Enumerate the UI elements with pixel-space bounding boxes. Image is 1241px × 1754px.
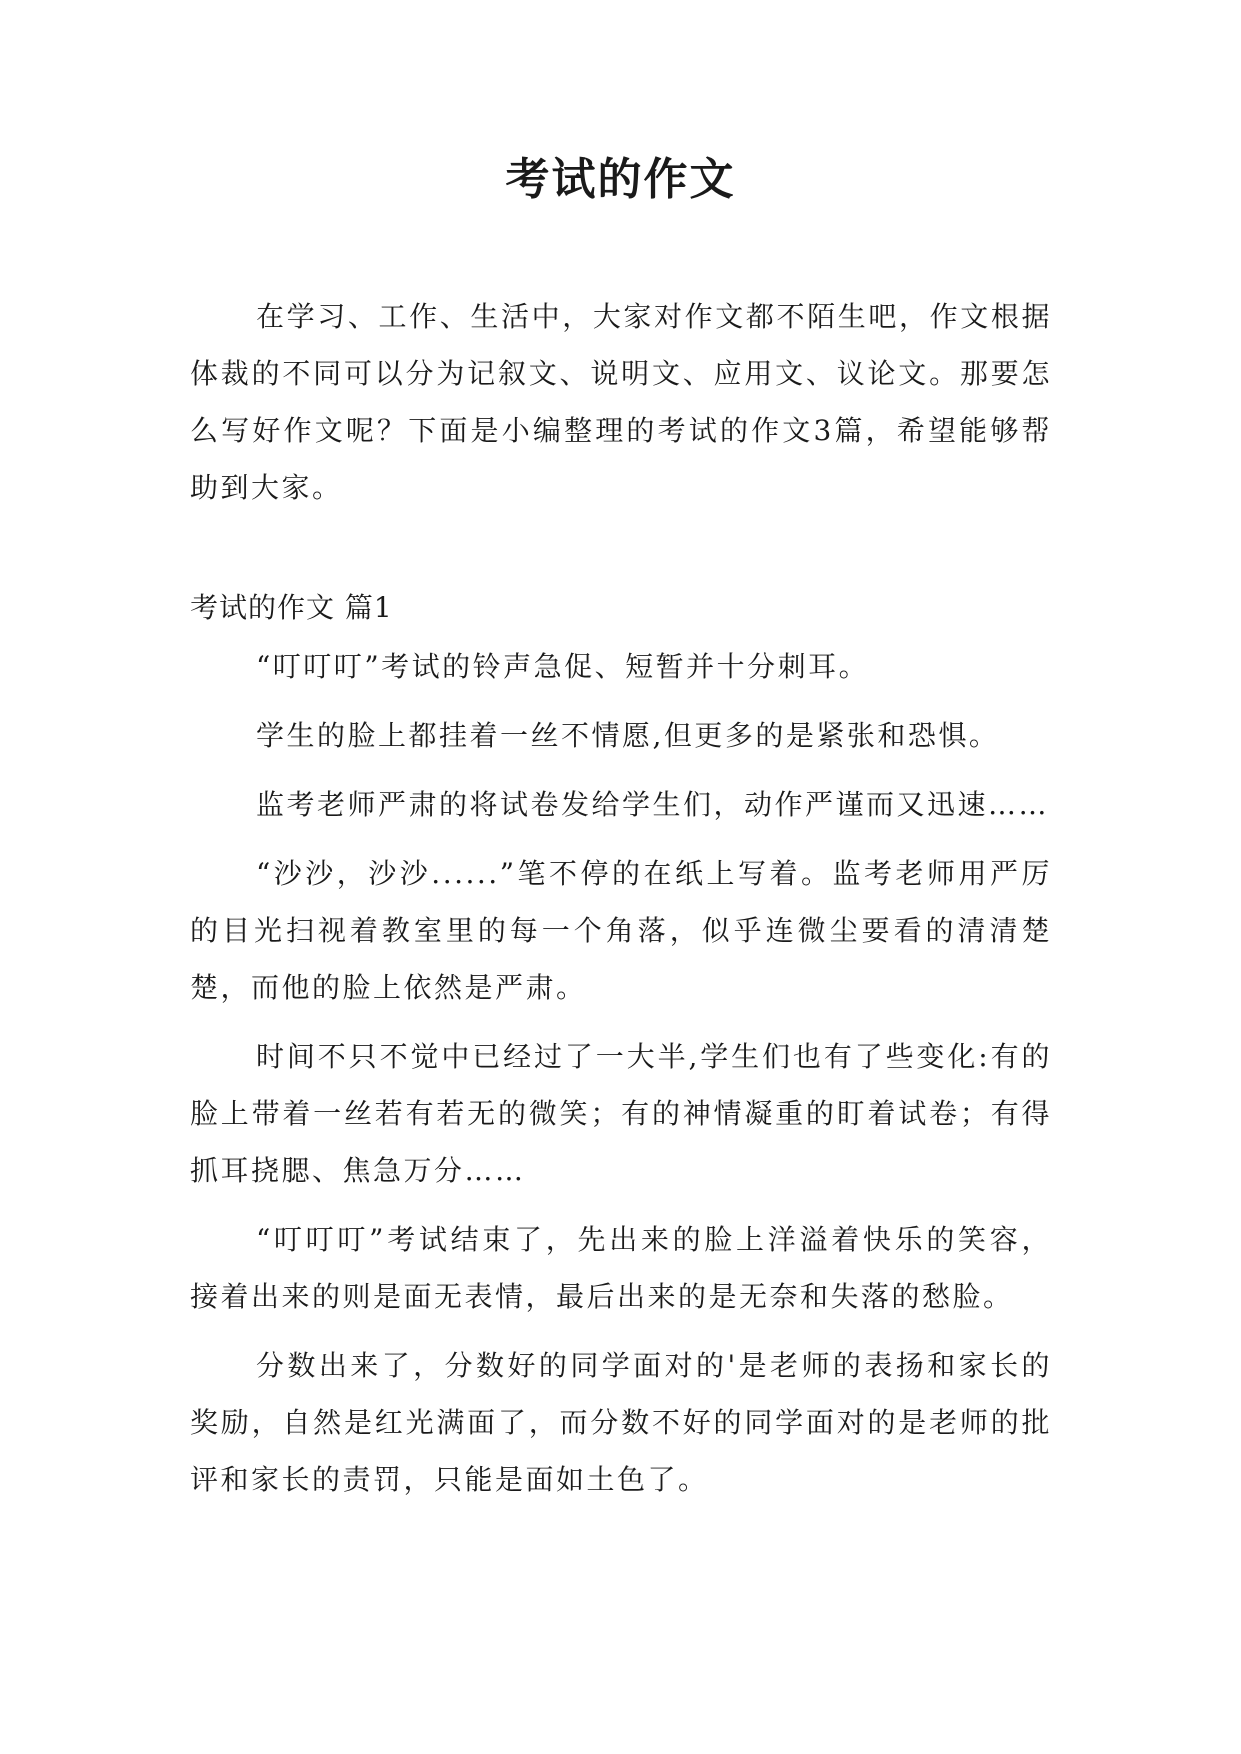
essay-paragraph: “叮叮叮”考试的铃声急促、短暂并十分刺耳。	[256, 650, 870, 683]
essay-paragraph: 分数出来了，分数好的同学面对的'是老师的表扬和家长的奖励，自然是红光满面了，而分数不好的同学面对的是老师的批评和家长的责罚，只能是面如土色了。	[190, 1349, 1052, 1496]
essay-section	[190, 578, 1052, 1520]
essay-paragraph: 监考老师严肃的将试卷发给学生们，动作严谨而又迅速……	[256, 788, 1050, 821]
essay-paragraph: 学生的脸上都挂着一丝不情愿,但更多的是紧张和恐惧。	[256, 719, 1000, 752]
essay-paragraph: “沙沙，沙沙......”笔不停的在纸上写着。监考老师用严厉的目光扫视着教室里的每一个角落，似乎连微尘要看的清清楚楚，而他的脸上依然是严肃。	[190, 857, 1052, 1004]
essay-paragraph: 时间不只不觉中已经过了一大半,学生们也有了些变化:有的脸上带着一丝若有若无的微笑；有的神情凝重的盯着试卷；有得抓耳挠腮、焦急万分……	[190, 1040, 1052, 1187]
essay-paragraph: “叮叮叮”考试结束了，先出来的脸上洋溢着快乐的笑容，接着出来的则是面无表情，最后出来的是无奈和失落的愁脸。	[190, 1223, 1052, 1313]
document-title: 考试的作文	[505, 154, 736, 205]
intro-paragraph: 在学习、工作、生活中，大家对作文都不陌生吧，作文根据体裁的不同可以分为记叙文、说明文、应用文、议论文。那要怎么写好作文呢？下面是小编整理的考试的作文3篇，希望能够帮助到大家。	[190, 300, 1052, 504]
section-heading: 考试的作文 篇1	[190, 591, 393, 624]
